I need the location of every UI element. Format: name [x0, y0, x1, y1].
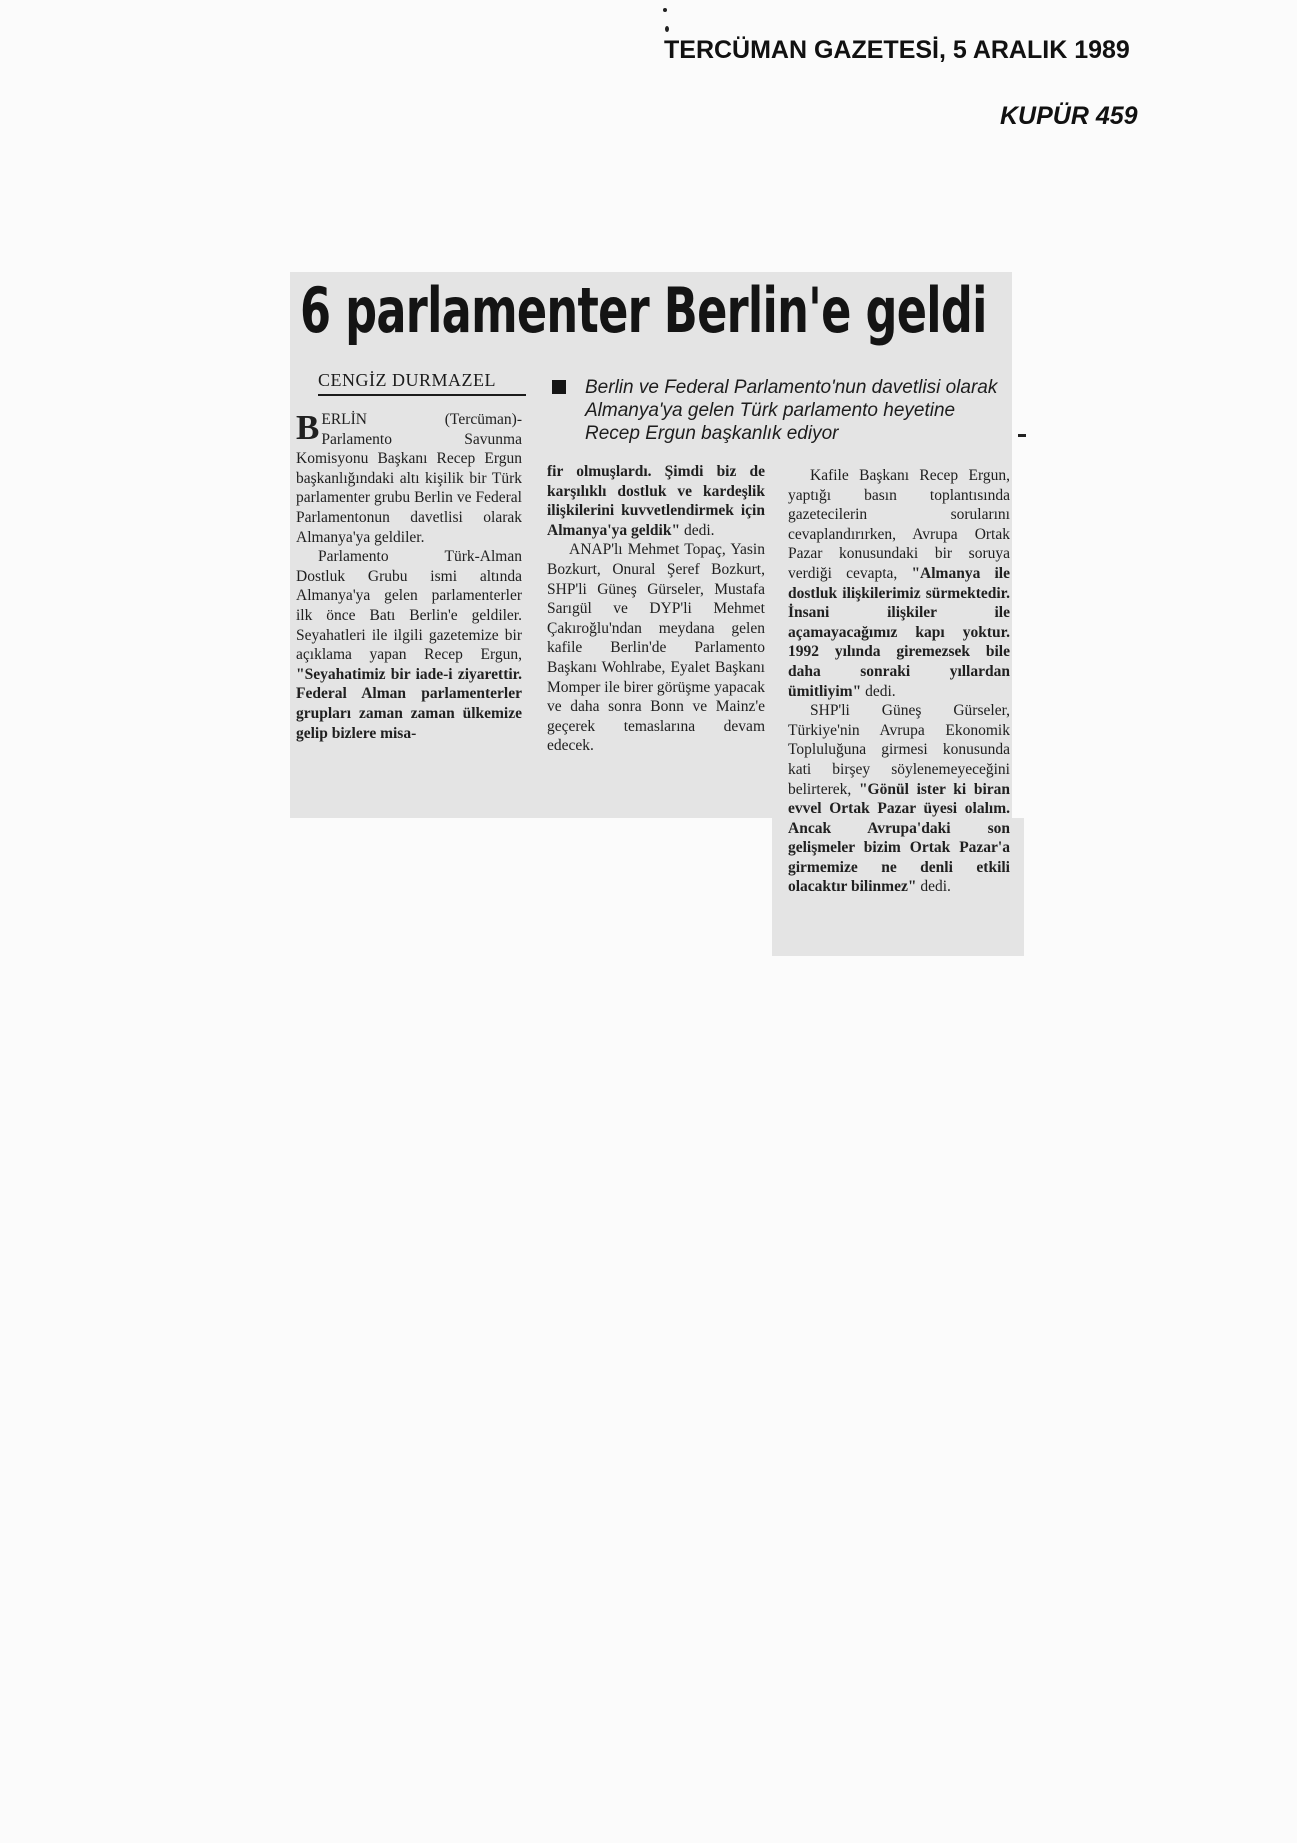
scan-speck: [663, 8, 667, 12]
drop-cap: B: [296, 408, 320, 447]
clipping-number: KUPÜR 459: [1000, 102, 1138, 130]
col2-quote: fir olmuşlardı. Şimdi biz de karşılıklı dostluk ve kardeşlik ilişkilerini kuvvetlendirmek için Almanya'ya geldik": [547, 463, 765, 539]
col3-quote-2: "Gönül ister ki biran evvel Ortak Pazar üyesi olalım. Ancak Avrupa'daki son gelişmeler bizim Ortak Pazar'a girmemize ne denli etkili olacaktır bilinmez": [788, 780, 1010, 896]
col3-paragraph-2: SHP'li Güneş Gürseler, Türkiye'nin Avrupa Ekonomik Topluluğuna girmesi konusunda kati birşey söylenemeyeceğini belirterek,: [788, 702, 1010, 798]
deck-bullet-icon: [552, 380, 566, 394]
byline: CENGİZ DURMAZEL: [318, 370, 526, 396]
col3-said-1: dedi.: [861, 682, 896, 700]
source-line: TERCÜMAN GAZETESİ, 5 ARALIK 1989: [664, 36, 1130, 64]
column-1: [296, 410, 522, 743]
col3-said-2: dedi.: [916, 878, 951, 896]
col2-said: dedi.: [680, 521, 715, 539]
col1-quote: "Seyahatimiz bir iade-i ziyarettir. Federal Alman parlamenterler grupları zaman zaman ülkemize gelip bizlere misa-: [296, 665, 522, 742]
col1-paragraph-2: Parlamento Türk-Alman Dostluk Grubu ismi altında Almanya'ya gelen parlamenterler ilk önce Batı Berlin'e geldiler. Seyahatleri ile ilgili gazetemize bir açıklama yapan Recep Ergun,: [296, 548, 522, 664]
col2-paragraph-2: ANAP'lı Mehmet Topaç, Yasin Bozkurt, Onural Şeref Bozkurt, SHP'li Güneş Gürseler, Mustafa Sarıgül ve DYP'li Mehmet Çakıroğlu'ndan meydana gelen kafile Berlin'de Parlamento Başkanı Wohlrabe, Eyalet Başkanı Momper ile birer görüşme yapacak ve daha sonra Bonn ve Mainz'e geçerek temaslarına devam edecek.: [547, 541, 765, 755]
column-2: [547, 462, 765, 756]
scan-speck: [665, 26, 669, 32]
scan-mark: [1018, 434, 1026, 437]
col3-quote-1: "Almanya ile dostluk ilişkilerimiz sürmektedir. İnsani ilişkiler ile açamayacağımız kapı yoktur. 1992 yılında giremezsek bile daha sonraki yıllardan ümitliyim": [788, 564, 1010, 700]
headline: 6 parlamenter Berlin'e geldi: [300, 274, 987, 347]
col1-paragraph-1: ERLİN (Tercüman)- Parlamento Savunma Komisyonu Başkanı Recep Ergun başkanlığındaki altı kişilik bir Türk parlamenter grubu Berlin ve Federal Parlamentonun davetlisi olarak Almanya'ya geldiler.: [296, 411, 522, 546]
col3-paragraph-1: Kafile Başkanı Recep Ergun, yaptığı basın toplantısında gazetecilerin sorularını cevaplandırırken, Avrupa Ortak Pazar konusundaki bir soruya verdiği cevapta,: [788, 467, 1010, 582]
deck: Berlin ve Federal Parlamento'nun davetlisi olarak Almanya'ya gelen Türk parlamento heyetine Recep Ergun başkanlık ediyor: [585, 377, 998, 444]
column-3: [788, 466, 1010, 897]
